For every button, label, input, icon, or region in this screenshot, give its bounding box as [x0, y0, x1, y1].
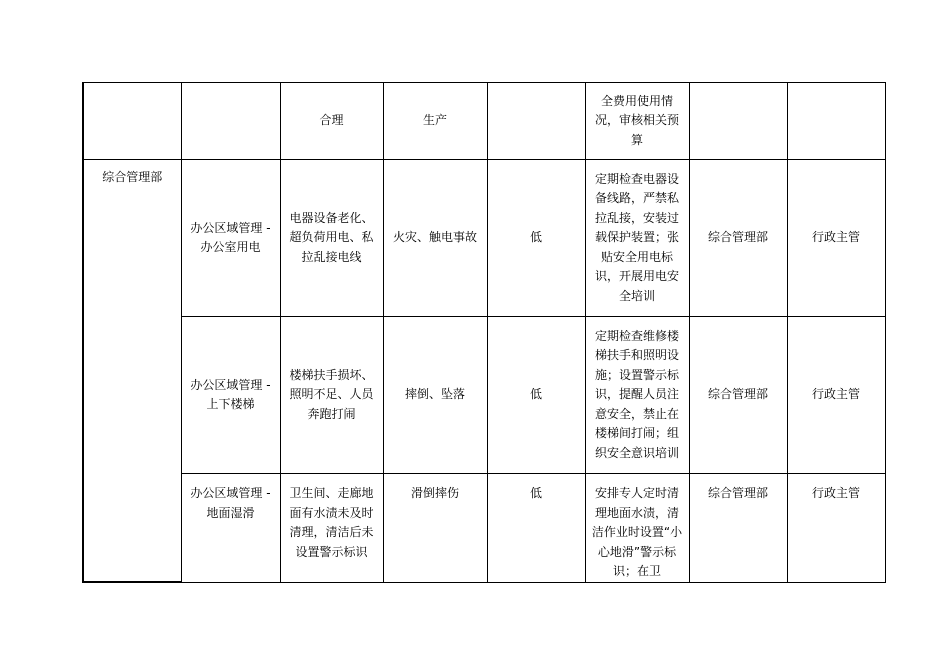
accident-cell: 滑倒摔伤 [383, 474, 487, 583]
responsible-dept-cell: 综合管理部 [689, 160, 787, 317]
measures-cell: 定期检查电器设备线路，严禁私拉乱接，安装过载保护装置；张贴安全用电标识，开展用电安全培训 [585, 160, 689, 317]
risk-assessment-table [82, 82, 886, 583]
table-cell [487, 83, 585, 160]
risk-level-cell: 低 [487, 160, 585, 317]
area-cell: 办公区域管理 - 上下楼梯 [181, 317, 280, 474]
table-row [83, 160, 885, 317]
responsible-dept-cell: 综合管理部 [689, 317, 787, 474]
responsible-person-cell: 行政主管 [787, 474, 885, 583]
area-cell: 办公区域管理 - 办公室用电 [181, 160, 280, 317]
table-cell: 全费用使用情况，审核相关预算 [585, 83, 689, 160]
hazard-cell: 卫生间、走廊地面有水渍未及时清理，清洁后未设置警示标识 [280, 474, 383, 583]
table-cell [83, 83, 181, 160]
table-cell: 生产 [383, 83, 487, 160]
hazard-cell: 楼梯扶手损坏、照明不足、人员奔跑打闹 [280, 317, 383, 474]
table-row [83, 83, 885, 160]
area-cell: 办公区域管理 - 地面湿滑 [181, 474, 280, 583]
hazard-cell: 电器设备老化、超负荷用电、私拉乱接电线 [280, 160, 383, 317]
accident-cell: 火灾、触电事故 [383, 160, 487, 317]
table-cell: 合理 [280, 83, 383, 160]
table-row [83, 474, 885, 583]
table-cell [787, 83, 885, 160]
department-cell: 综合管理部 [83, 160, 181, 583]
responsible-person-cell: 行政主管 [787, 160, 885, 317]
accident-cell: 摔倒、坠落 [383, 317, 487, 474]
responsible-dept-cell: 综合管理部 [689, 474, 787, 583]
risk-level-cell: 低 [487, 474, 585, 583]
responsible-person-cell: 行政主管 [787, 317, 885, 474]
table-row [83, 317, 885, 474]
table-cell [689, 83, 787, 160]
measures-cell: 定期检查维修楼梯扶手和照明设施；设置警示标识，提醒人员注意安全，禁止在楼梯间打闹；组织安全意识培训 [585, 317, 689, 474]
table-cell [181, 83, 280, 160]
measures-cell: 安排专人定时清理地面水渍，清洁作业时设置“小心地滑”警示标识；在卫 [585, 474, 689, 583]
risk-level-cell: 低 [487, 317, 585, 474]
